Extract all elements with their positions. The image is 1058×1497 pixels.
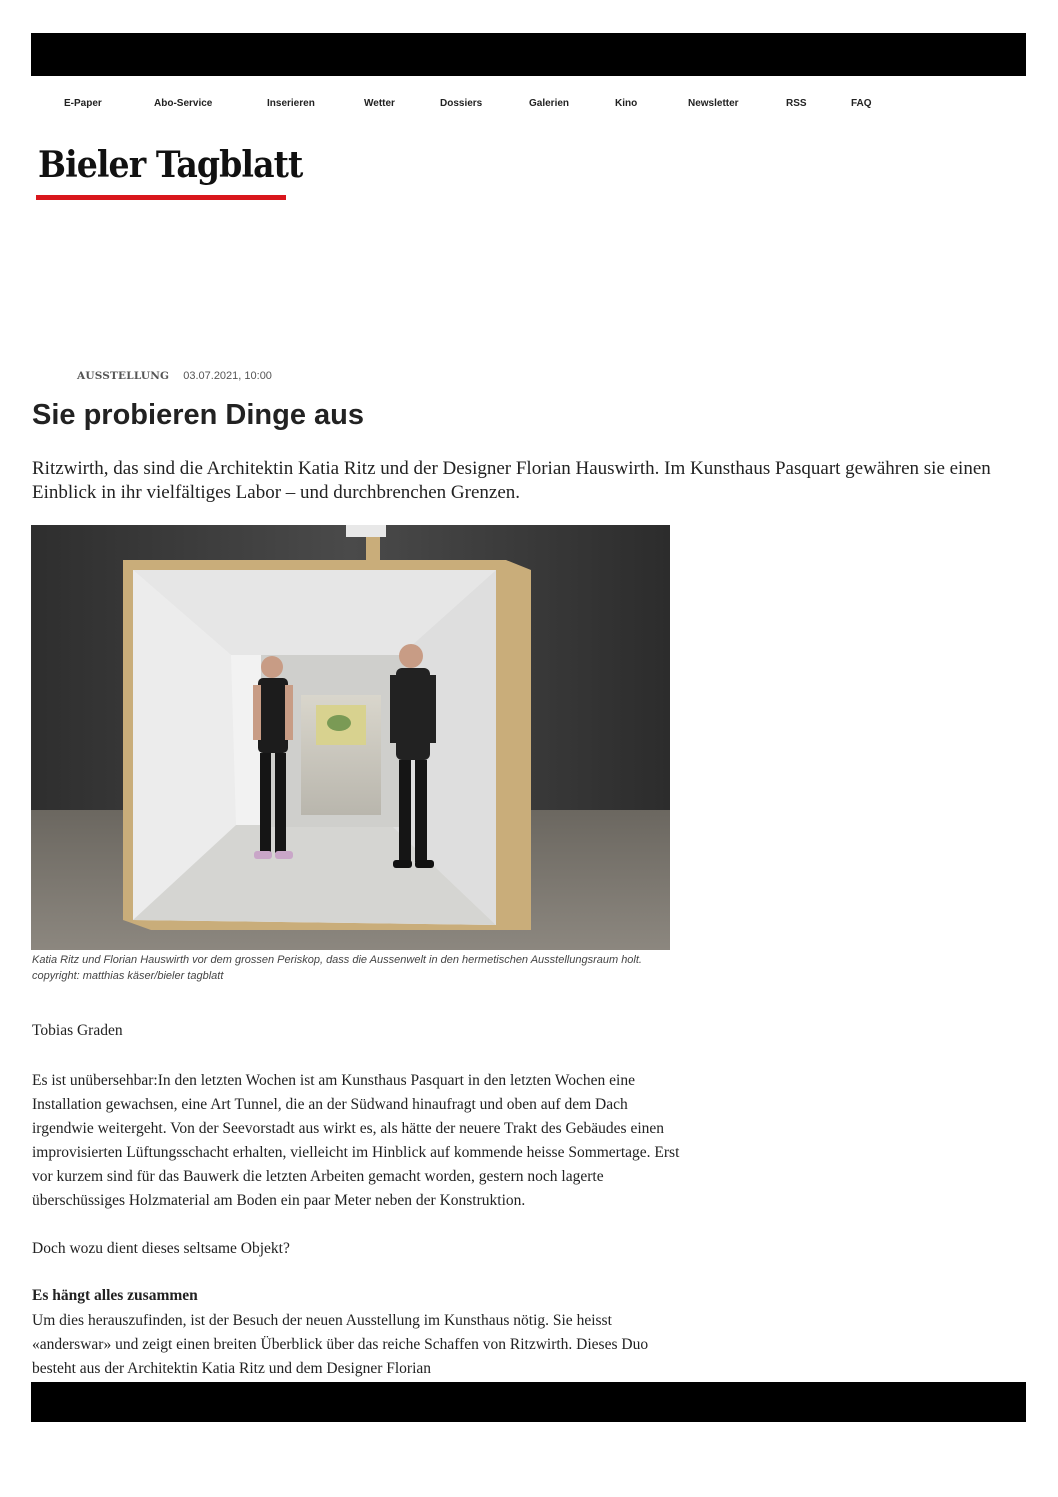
nav-item-inserieren[interactable]: Inserieren	[267, 98, 315, 109]
article-paragraph-3: Um dies herauszufinden, ist der Besuch der neuen Ausstellung im Kunsthaus nötig. Sie heisst «anderswar» und zeigt einen breiten Überblick über das reiche Schaffen von Ritzwirth. Dieses Duo besteht aus der Architektin Katia Ritz und dem Designer Florian	[32, 1312, 649, 1377]
site-logo[interactable]	[36, 140, 303, 202]
article-author: Tobias Graden	[32, 1022, 123, 1039]
top-black-bar	[31, 33, 1026, 76]
logo-wordmark: Bieler Tagblatt	[38, 144, 303, 186]
nav-item-galerien[interactable]: Galerien	[529, 98, 570, 109]
nav-item-rss[interactable]: RSS	[786, 98, 807, 109]
article-meta	[77, 370, 272, 382]
article-date: 03.07.2021, 10:00	[183, 370, 272, 382]
article-paragraph-1: Es ist unübersehbar:In den letzten Wochen ist am Kunsthaus Pasquart in den letzten Wochen eine Installation gewachsen, eine Art Tunnel, die an der Südwand hinaufragt und oben auf dem Dach irgendwie weitergeht. Von der Seevorstadt aus wirkt es, als hätte der neuere Trakt des Gebäudes einen improvisierten Lüftungsschacht erhalten, vielleicht im Hinblick auf kommende heisse Sommertage. Erst vor kurzem sind für das Bauwerk die letzten Arbeiten gemacht worden, gestern noch lagerte überschüssiges Holzmaterial am Boden ein paar Meter neben der Konstruktion.	[32, 1072, 680, 1209]
nav-item-wetter[interactable]: Wetter	[364, 98, 395, 109]
photo-caption: Katia Ritz und Florian Hauswirth vor dem grossen Periskop, dass die Aussenwelt in den hermetischen Ausstellungsraum holt. copyright: matthias käser/bieler tagblatt	[32, 954, 642, 982]
article-photo	[31, 525, 670, 950]
nav-item-epaper[interactable]: E-Paper	[64, 98, 102, 109]
article-category: AUSSTELLUNG	[77, 370, 170, 382]
nav-item-newsletter[interactable]: Newsletter	[688, 98, 739, 109]
article-title: Sie probieren Dinge aus	[32, 399, 364, 431]
article-paragraph-2: Doch wozu dient dieses seltsame Objekt?	[32, 1240, 290, 1257]
nav-item-abo-service[interactable]: Abo-Service	[154, 98, 213, 109]
article-subheading: Es hängt alles zusammen	[32, 1287, 198, 1304]
logo-red-rule	[36, 195, 286, 200]
article-lead: Ritzwirth, das sind die Architektin Katia Ritz und der Designer Florian Hauswirth. Im Kunsthaus Pasquart gewähren sie einen Einblick in ihr vielfältiges Labor – und durchbrenchen Grenzen.	[32, 458, 991, 503]
top-navigation	[31, 98, 1026, 114]
nav-item-kino[interactable]: Kino	[615, 98, 638, 109]
photo-illustration	[31, 525, 670, 950]
nav-item-dossiers[interactable]: Dossiers	[440, 98, 483, 109]
nav-item-faq[interactable]: FAQ	[851, 98, 872, 109]
bottom-black-bar	[31, 1382, 1026, 1422]
